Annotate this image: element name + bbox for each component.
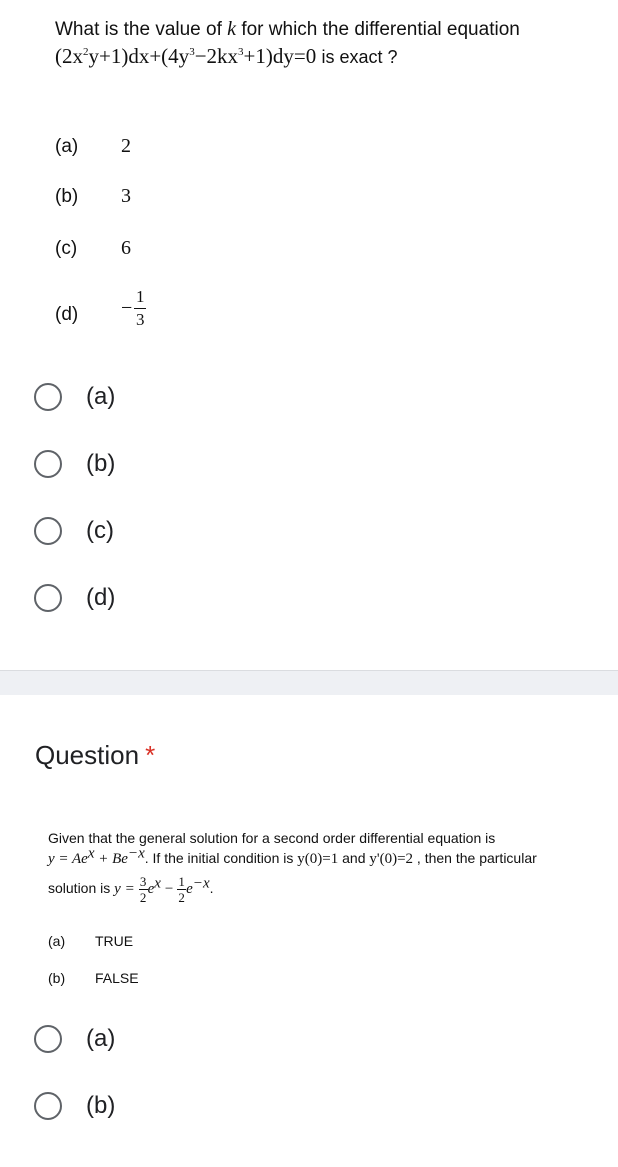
ps-exp-2: −x — [192, 875, 210, 892]
question-2-line-2 — [48, 845, 537, 868]
ps-frac1-num: 3 — [139, 874, 147, 889]
q2-option-value-b: FALSE — [95, 970, 139, 986]
eq-part-c: −2kx — [194, 44, 239, 68]
question-2-line-3 — [48, 875, 214, 904]
option-value-b: 3 — [121, 185, 131, 207]
question-1-prompt — [55, 16, 520, 43]
eq-part-a: (2x — [55, 44, 83, 68]
ps-fraction-2 — [177, 875, 186, 904]
fraction-sign: − — [121, 297, 133, 319]
section-divider — [0, 670, 618, 696]
q2-choice-label-b: (b) — [86, 1092, 116, 1119]
q2-choice-a[interactable] — [34, 1022, 115, 1056]
choice-b[interactable] — [34, 447, 115, 481]
question-2-line-1: Given that the general solution for a second order differential equation is — [48, 830, 496, 846]
fraction-bar — [134, 308, 146, 309]
gs-part-b: + Be — [94, 851, 128, 867]
eq-exp-a: 2 — [83, 46, 89, 58]
ps-exp-1: x — [154, 875, 161, 892]
eq-part-d: +1)dy=0 — [243, 44, 317, 68]
required-asterisk: * — [145, 740, 156, 770]
q2-option-value-a: TRUE — [95, 933, 134, 949]
choice-d[interactable] — [34, 581, 115, 615]
q2-option-label-b: (b) — [48, 970, 66, 986]
fraction-numerator: 1 — [136, 287, 145, 306]
radio-button-d[interactable] — [34, 584, 62, 612]
eq-tail: is exact ? — [321, 47, 398, 67]
option-value-a: 2 — [121, 135, 131, 157]
initial-condition-2: y'(0)=2 — [369, 851, 414, 867]
choice-label-b: (b) — [86, 450, 116, 477]
ps-frac1-den: 2 — [139, 890, 147, 905]
question-title — [35, 740, 155, 771]
ps-minus: − — [164, 881, 174, 898]
choice-c[interactable] — [34, 514, 114, 548]
option-value-c: 6 — [121, 237, 131, 259]
line-3-text: solution is — [48, 880, 111, 897]
option-label-a: (a) — [55, 136, 79, 157]
fraction — [134, 288, 146, 329]
radio-button-b[interactable] — [34, 450, 62, 478]
gs-exp-2: −x — [127, 845, 145, 862]
prompt-text-start: What is the value of — [55, 19, 222, 40]
choice-label-d: (d) — [86, 584, 116, 611]
ps-period: . — [209, 880, 214, 897]
ps-frac2-den: 2 — [178, 890, 185, 905]
gs-part-a: y = Ae — [48, 851, 88, 867]
gs-exp-1: x — [87, 845, 95, 862]
radio-button-c[interactable] — [34, 517, 62, 545]
eq-exp-b: 3 — [189, 46, 195, 58]
radio-button-a[interactable] — [34, 383, 62, 411]
line-2-text-2: , then the particular — [416, 850, 537, 866]
option-label-c: (c) — [55, 238, 78, 259]
q2-option-label-a: (a) — [48, 933, 66, 949]
question-1-equation — [55, 44, 398, 69]
prompt-text-end: for which the differential equation — [241, 19, 520, 40]
q2-radio-button-b[interactable] — [34, 1092, 62, 1120]
fraction-denominator: 3 — [136, 310, 145, 329]
choice-label-a: (a) — [86, 383, 116, 410]
choice-label-c: (c) — [86, 517, 114, 544]
q2-radio-button-a[interactable] — [34, 1025, 62, 1053]
ps-fraction-1 — [139, 875, 148, 904]
line-2-text-1: . If the initial condition is — [144, 850, 294, 866]
option-value-d — [121, 288, 146, 329]
ps-lhs: y = — [114, 881, 135, 898]
q2-choice-b[interactable] — [34, 1089, 115, 1123]
option-label-d: (d) — [55, 304, 79, 325]
line-2-and: and — [342, 850, 366, 866]
prompt-variable: k — [227, 18, 237, 40]
ps-exp-base-1: e — [147, 881, 155, 898]
option-label-b: (b) — [55, 186, 79, 207]
eq-part-b: y+1)dx+(4y — [88, 44, 190, 68]
choice-a[interactable] — [34, 380, 115, 414]
ps-exp-base-2: e — [186, 881, 193, 898]
eq-exp-c: 3 — [238, 46, 244, 58]
q2-choice-label-a: (a) — [86, 1025, 116, 1052]
ps-frac2-num: 1 — [178, 874, 185, 889]
question-title-text: Question — [35, 740, 140, 770]
initial-condition-1: y(0)=1 — [297, 851, 339, 867]
